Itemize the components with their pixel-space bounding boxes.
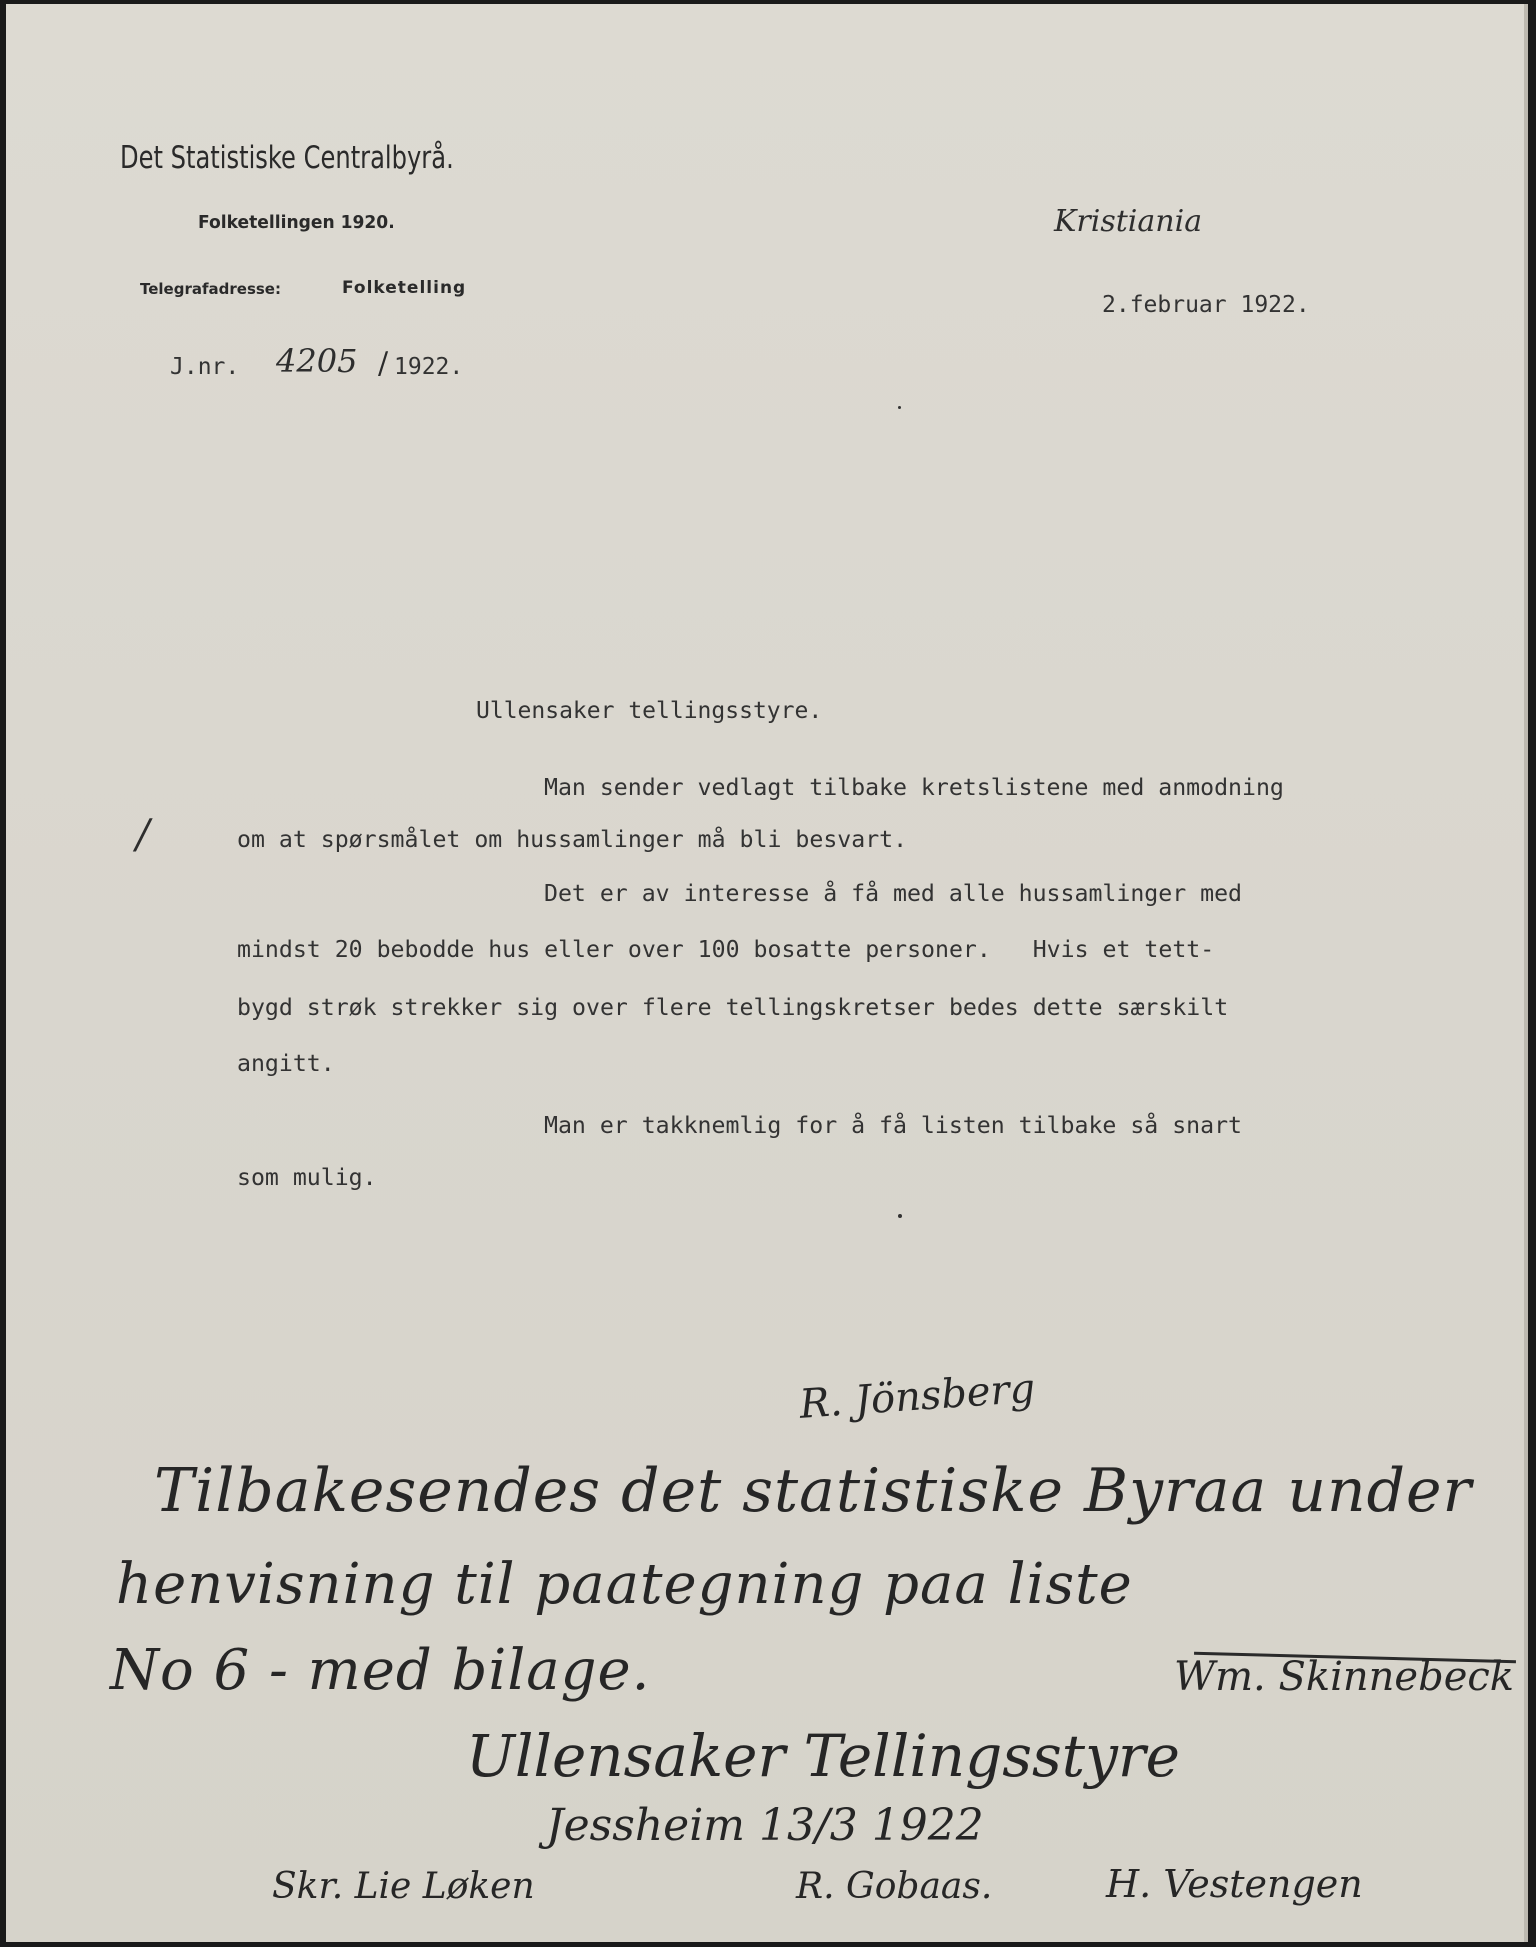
handwritten-name-above: R. Jönsberg <box>798 1365 1037 1428</box>
body-line: mindst 20 bebodde hus eller over 100 bosatte personer. Hvis et tett- <box>237 936 1215 963</box>
handwritten-closing: Ullensaker Tellingsstyre <box>466 1722 1180 1790</box>
letterhead-census: Folketellingen 1920. <box>198 212 395 233</box>
signature-2: R. Gobaas. <box>796 1866 993 1907</box>
body-line: Man sender vedlagt tilbake kretslistene med anmodning <box>544 774 1284 801</box>
ink-dot <box>898 1214 902 1218</box>
body-line: som mulig. <box>237 1164 377 1191</box>
paper-edge <box>1524 4 1528 1942</box>
body-line: Man er takknemlig for å få listen tilbake så snart <box>544 1112 1243 1139</box>
ink-dot <box>898 406 901 409</box>
signature-right: Wm. Skinnebeck <box>1174 1654 1515 1700</box>
telegraph-label: Telegrafadresse: <box>140 280 281 298</box>
body-line: angitt. <box>237 1050 335 1077</box>
handwritten-line-1: Tilbakesendes det statistiske Byraa under <box>154 1456 1473 1526</box>
body-line: bygd strøk strekker sig over flere tellingskretser bedes dette særskilt <box>237 994 1229 1021</box>
recipient: Ullensaker tellingsstyre. <box>476 698 823 724</box>
place: Kristiania <box>1054 204 1203 239</box>
handwritten-place-date: Jessheim 13/3 1922 <box>546 1800 984 1851</box>
handwritten-line-3: No 6 - med bilage. <box>110 1638 651 1703</box>
handwritten-line-2: henvisning til paategning paa liste <box>116 1552 1133 1617</box>
body-line: om at spørsmålet om hussamlinger må bli besvart. <box>237 826 908 853</box>
body-line: Det er av interesse å få med alle hussamlinger med <box>544 880 1243 907</box>
journal-prefix: J.nr. <box>170 354 240 380</box>
journal-year: 1922. <box>394 354 464 380</box>
letter-page <box>6 4 1528 1942</box>
signature-1: Skr. Lie Løken <box>272 1866 535 1907</box>
margin-mark: / <box>136 812 150 858</box>
letter-date: 2.februar 1922. <box>1102 292 1310 318</box>
journal-number: 4205 <box>276 342 358 380</box>
letterhead-title: Det Statistiske Centralbyrå. <box>120 140 454 176</box>
journal-slash: / <box>378 346 389 381</box>
telegraph-value: Folketelling <box>342 278 467 298</box>
signature-3: H. Vestengen <box>1106 1862 1363 1906</box>
